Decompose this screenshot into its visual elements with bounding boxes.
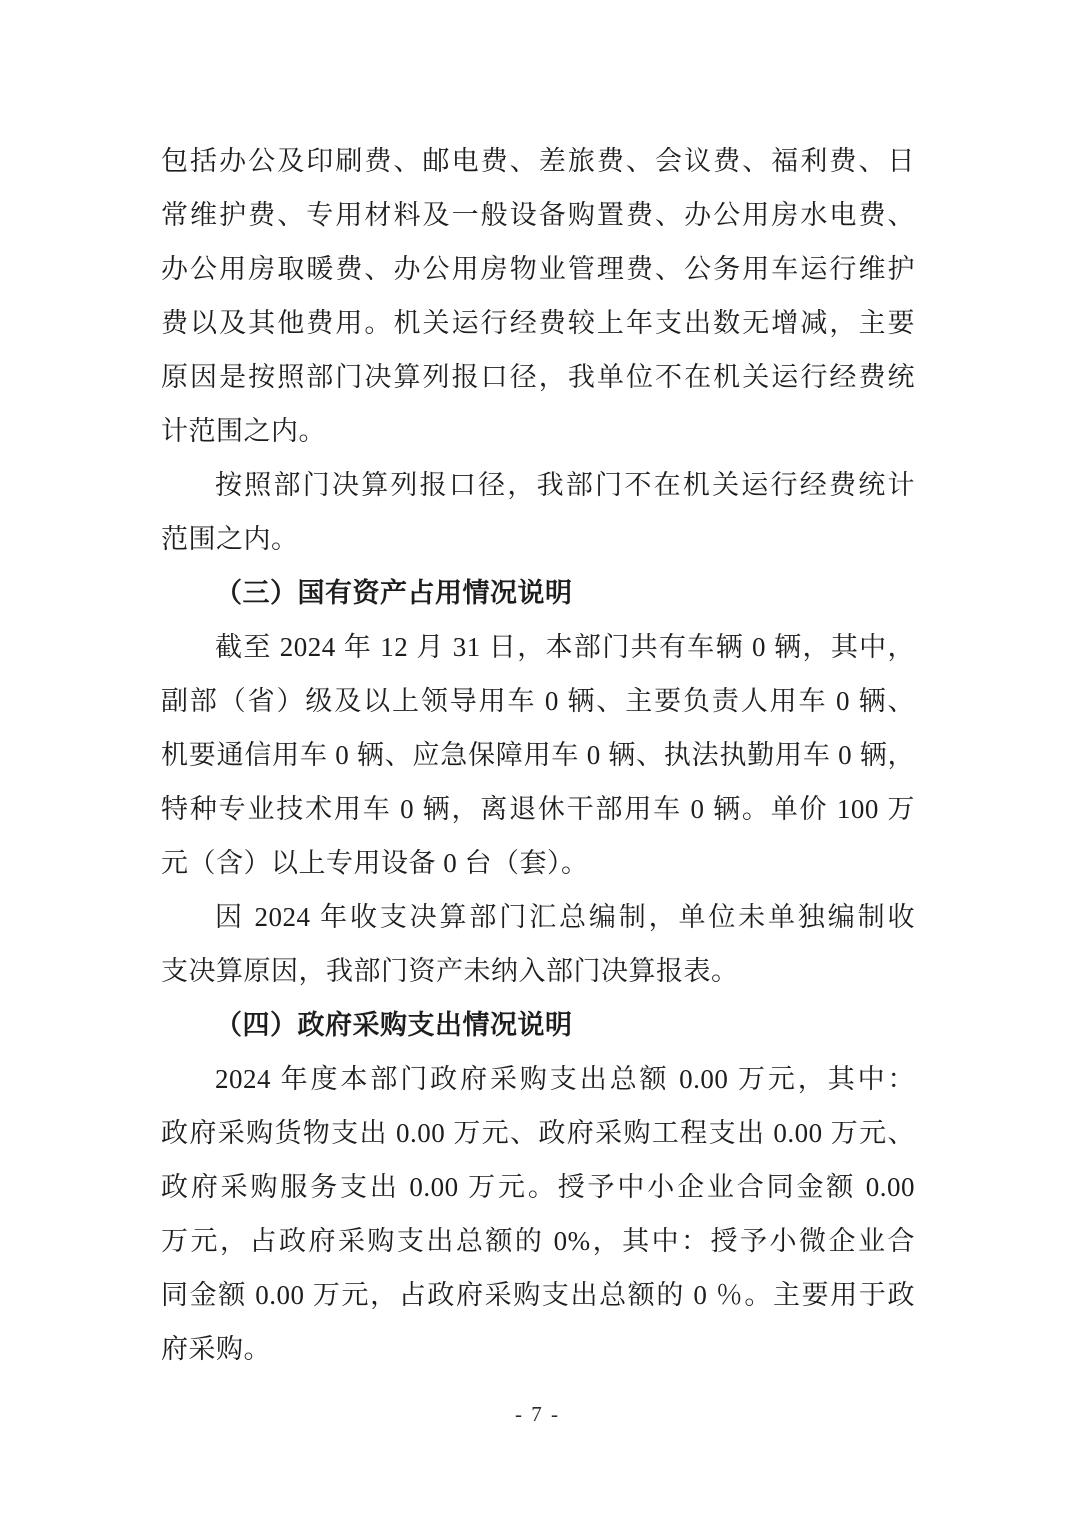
text-line: 机要通信用车 0 辆、应急保障用车 0 辆、执法执勤用车 0 辆， — [161, 740, 915, 770]
text-line: 原因是按照部门决算列报口径，我单位不在机关运行经费统 — [161, 362, 915, 392]
text-line: 按照部门决算列报口径，我部门不在机关运行经费统计 — [215, 470, 915, 500]
text-line: 截至 2024 年 12 月 31 日，本部门共有车辆 0 辆，其中， — [215, 632, 915, 662]
text-line: 范围之内。 — [161, 524, 299, 554]
text-line: 同金额 0.00 万元，占政府采购支出总额的 0 ％。主要用于政 — [161, 1280, 915, 1310]
section-heading-gov-procurement: （四）政府采购支出情况说明 — [215, 1010, 573, 1040]
text-line: 万元，占政府采购支出总额的 0%，其中：授予小微企业合 — [161, 1226, 915, 1256]
text-line: 计范围之内。 — [161, 416, 326, 446]
text-line: 包括办公及印刷费、邮电费、差旅费、会议费、福利费、日 — [161, 146, 915, 176]
text-line: 府采购。 — [161, 1334, 271, 1364]
text-line: 副部（省）级及以上领导用车 0 辆、主要负责人用车 0 辆、 — [161, 686, 915, 716]
text-line: 政府采购服务支出 0.00 万元。授予中小企业合同金额 0.00 — [161, 1172, 915, 1202]
text-line: 因 2024 年收支决算部门汇总编制，单位未单独编制收 — [215, 902, 915, 932]
text-line: 办公用房取暖费、办公用房物业管理费、公务用车运行维护 — [161, 254, 915, 284]
section-heading-state-assets: （三）国有资产占用情况说明 — [215, 578, 573, 608]
text-line: 支决算原因，我部门资产未纳入部门决算报表。 — [161, 956, 739, 986]
text-line: 费以及其他费用。机关运行经费较上年支出数无增减，主要 — [161, 308, 915, 338]
text-line: 常维护费、专用材料及一般设备购置费、办公用房水电费、 — [161, 200, 915, 230]
text-line: 元（含）以上专用设备 0 台（套）。 — [161, 848, 589, 878]
page-number: - 7 - — [515, 1402, 560, 1426]
text-line: 2024 年度本部门政府采购支出总额 0.00 万元，其中： — [215, 1064, 915, 1094]
text-line: 特种专业技术用车 0 辆，离退休干部用车 0 辆。单价 100 万 — [161, 794, 915, 824]
text-line: 政府采购货物支出 0.00 万元、政府采购工程支出 0.00 万元、 — [161, 1118, 915, 1148]
document-body — [161, 134, 915, 1376]
